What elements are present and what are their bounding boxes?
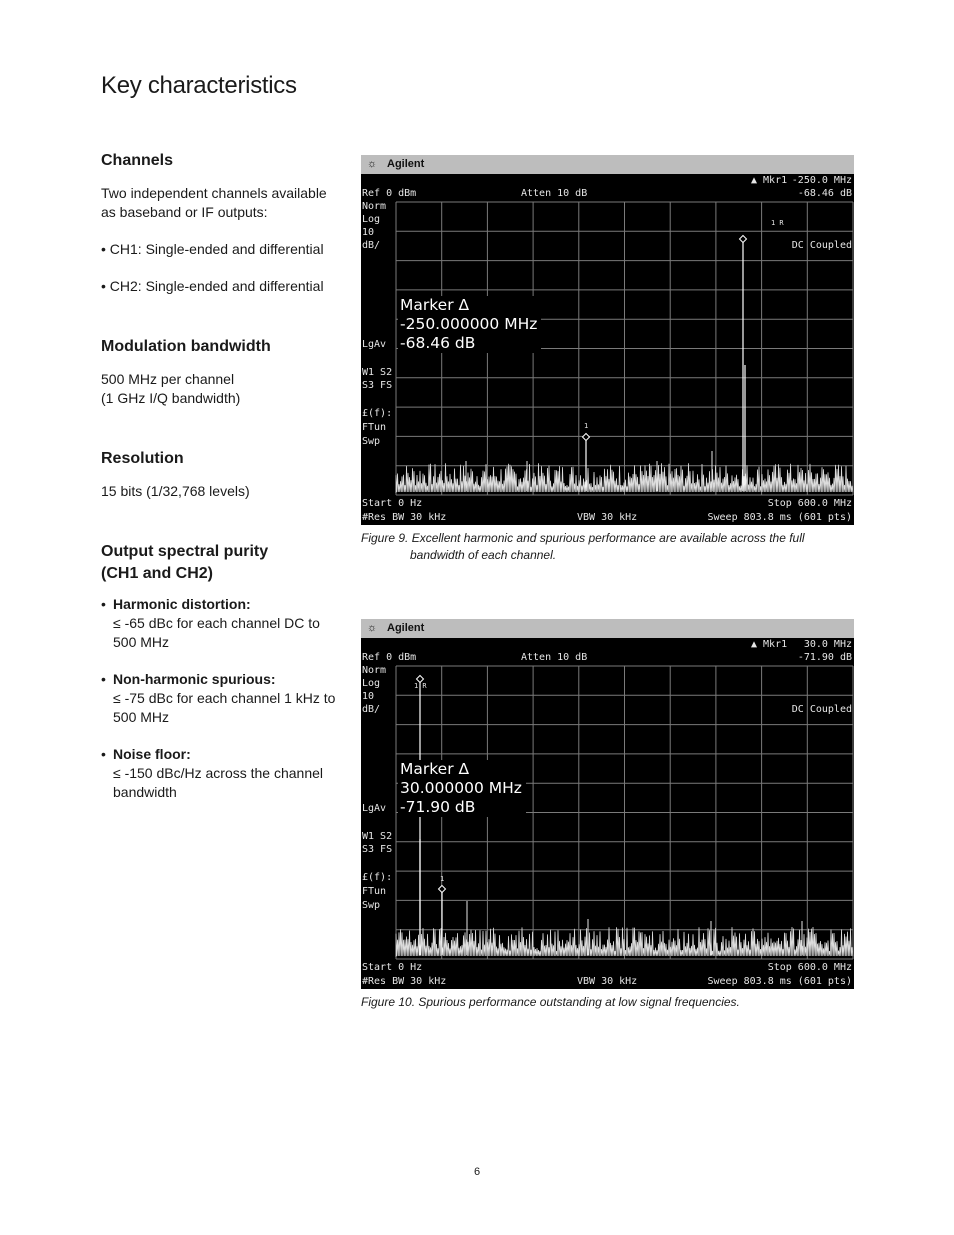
side-label-norm: Norm bbox=[362, 201, 387, 212]
side-label-lgav: LgAv bbox=[362, 339, 387, 350]
marker-readout-freq: 30.0 MHz bbox=[803, 639, 852, 650]
analyzer-titlebar bbox=[361, 619, 854, 638]
side-label-log: Log bbox=[362, 678, 381, 689]
channels-heading: Channels bbox=[101, 152, 174, 169]
purity-item-label: Non-harmonic spurious: bbox=[113, 671, 276, 687]
attenuation: Atten 10 dB bbox=[521, 188, 588, 199]
res-bw: #Res BW 30 kHz bbox=[362, 976, 447, 987]
page-number: 6 bbox=[474, 1166, 481, 1178]
analyzer-screen bbox=[361, 619, 854, 989]
purity-heading bbox=[101, 541, 336, 585]
purity-item-line-2: bandwidth bbox=[113, 784, 177, 800]
attenuation: Atten 10 dB bbox=[521, 652, 588, 663]
marker-ref-label: 1 R bbox=[771, 219, 784, 227]
resolution-heading: Resolution bbox=[101, 450, 184, 467]
marker-readout-freq: -250.0 MHz bbox=[791, 175, 852, 186]
start-freq: Start 0 Hz bbox=[362, 498, 423, 509]
purity-item bbox=[101, 670, 336, 727]
marker-ref-label: 1 R bbox=[414, 682, 427, 690]
start-freq: Start 0 Hz bbox=[362, 962, 423, 973]
agilent-logo-icon: ☼ bbox=[367, 622, 378, 634]
side-label-s3fs: S3 FS bbox=[362, 844, 393, 855]
marker-delta-freq: 30.000000 MHz bbox=[400, 779, 522, 797]
modulation-line-1: 500 MHz per channel bbox=[101, 371, 235, 387]
purity-item-line-2: 500 MHz bbox=[113, 634, 170, 650]
side-label-scale: 10 bbox=[362, 691, 375, 702]
sweep-time: Sweep 803.8 ms (601 pts) bbox=[707, 976, 852, 987]
bullet: • bbox=[101, 746, 106, 762]
dc-coupled-label: DC Coupled bbox=[791, 704, 852, 715]
resolution-line-1: 15 bits (1/32,768 levels) bbox=[101, 483, 250, 499]
side-label-ftun: FTun bbox=[362, 886, 387, 897]
marker-delta-title: Marker Δ bbox=[400, 760, 470, 778]
channels-bullet-1: • CH1: Single-ended and differential bbox=[101, 241, 324, 257]
purity-item-line-1: ≤ -150 dBc/Hz across the channel bbox=[113, 765, 324, 781]
marker-1-label: 1 bbox=[440, 875, 445, 883]
ref-level: Ref 0 dBm bbox=[362, 652, 417, 663]
modulation-line-2: (1 GHz I/Q bandwidth) bbox=[101, 390, 241, 406]
channels-text bbox=[101, 184, 336, 222]
side-label-w1s2: W1 S2 bbox=[362, 831, 393, 842]
side-label-ftun: FTun bbox=[362, 422, 387, 433]
side-label-ef: £(f): bbox=[362, 872, 393, 883]
purity-heading-line-2: (CH1 and CH2) bbox=[101, 565, 214, 582]
side-label-log: Log bbox=[362, 214, 381, 225]
side-label-swp: Swp bbox=[362, 900, 381, 911]
side-label-unit: dB/ bbox=[362, 240, 381, 251]
page-title: Key characteristics bbox=[101, 72, 297, 99]
purity-list bbox=[101, 595, 336, 802]
purity-item-label: Noise floor: bbox=[113, 746, 191, 762]
brand-label: Agilent bbox=[387, 622, 425, 634]
channels-line-2: as baseband or IF outputs: bbox=[101, 204, 268, 220]
figure-caption-line-1: Figure 10. Spurious performance outstanding at low signal frequencies. bbox=[361, 995, 740, 1009]
side-label-norm: Norm bbox=[362, 665, 387, 676]
marker-readout-value: -68.46 dB bbox=[797, 188, 852, 199]
bullet: • bbox=[101, 671, 106, 687]
marker-readout-label: ▲ Mkr1 bbox=[751, 639, 788, 650]
modulation-text bbox=[101, 370, 336, 408]
analyzer-screen bbox=[361, 155, 854, 525]
purity-item-line-1: ≤ -65 dBc for each channel DC to bbox=[113, 615, 320, 631]
figure-caption bbox=[361, 530, 854, 564]
marker-readout-label: ▲ Mkr1 bbox=[751, 175, 788, 186]
marker-delta-value: -68.46 dB bbox=[400, 334, 476, 352]
dc-coupled-label: DC Coupled bbox=[791, 240, 852, 251]
marker-1-diamond bbox=[583, 434, 590, 441]
analyzer-titlebar bbox=[361, 155, 854, 174]
modulation-heading: Modulation bandwidth bbox=[101, 338, 271, 355]
figure-caption bbox=[361, 994, 854, 1011]
vbw: VBW 30 kHz bbox=[577, 976, 638, 987]
marker-readout-value: -71.90 dB bbox=[797, 652, 852, 663]
side-label-ef: £(f): bbox=[362, 408, 393, 419]
sweep-time: Sweep 803.8 ms (601 pts) bbox=[707, 512, 852, 523]
stop-freq: Stop 600.0 MHz bbox=[767, 962, 852, 973]
ref-level: Ref 0 dBm bbox=[362, 188, 417, 199]
vbw: VBW 30 kHz bbox=[577, 512, 638, 523]
channels-bullet-2: • CH2: Single-ended and differential bbox=[101, 278, 324, 294]
res-bw: #Res BW 30 kHz bbox=[362, 512, 447, 523]
side-label-lgav: LgAv bbox=[362, 803, 387, 814]
stop-freq: Stop 600.0 MHz bbox=[767, 498, 852, 509]
marker-1-diamond bbox=[439, 886, 446, 893]
marker-delta-title: Marker Δ bbox=[400, 296, 470, 314]
marker-delta-box bbox=[398, 296, 541, 353]
marker-delta-box bbox=[398, 760, 526, 817]
side-label-swp: Swp bbox=[362, 436, 381, 447]
spec-column bbox=[101, 150, 336, 820]
purity-item bbox=[101, 595, 336, 652]
marker-delta-value: -71.90 dB bbox=[400, 798, 476, 816]
figure-caption-line-2: bandwidth of each channel. bbox=[410, 548, 557, 562]
marker-delta-freq: -250.000000 MHz bbox=[400, 315, 538, 333]
purity-item-label: Harmonic distortion: bbox=[113, 596, 251, 612]
figure-caption-line-1: Figure 9. Excellent harmonic and spurious performance are available across the full bbox=[361, 531, 805, 545]
bullet: • bbox=[101, 596, 106, 612]
marker-ref-diamond bbox=[740, 236, 747, 243]
brand-label: Agilent bbox=[387, 158, 425, 170]
purity-item bbox=[101, 745, 336, 802]
purity-item-line-1: ≤ -75 dBc for each channel 1 kHz to bbox=[113, 690, 336, 706]
side-label-unit: dB/ bbox=[362, 704, 381, 715]
purity-item-line-2: 500 MHz bbox=[113, 709, 170, 725]
channels-line-1: Two independent channels available bbox=[101, 185, 327, 201]
side-label-s3fs: S3 FS bbox=[362, 380, 393, 391]
marker-1-label: 1 bbox=[584, 422, 589, 430]
purity-heading-line-1: Output spectral purity bbox=[101, 543, 269, 560]
agilent-logo-icon: ☼ bbox=[367, 158, 378, 170]
side-label-w1s2: W1 S2 bbox=[362, 367, 393, 378]
side-label-scale: 10 bbox=[362, 227, 375, 238]
